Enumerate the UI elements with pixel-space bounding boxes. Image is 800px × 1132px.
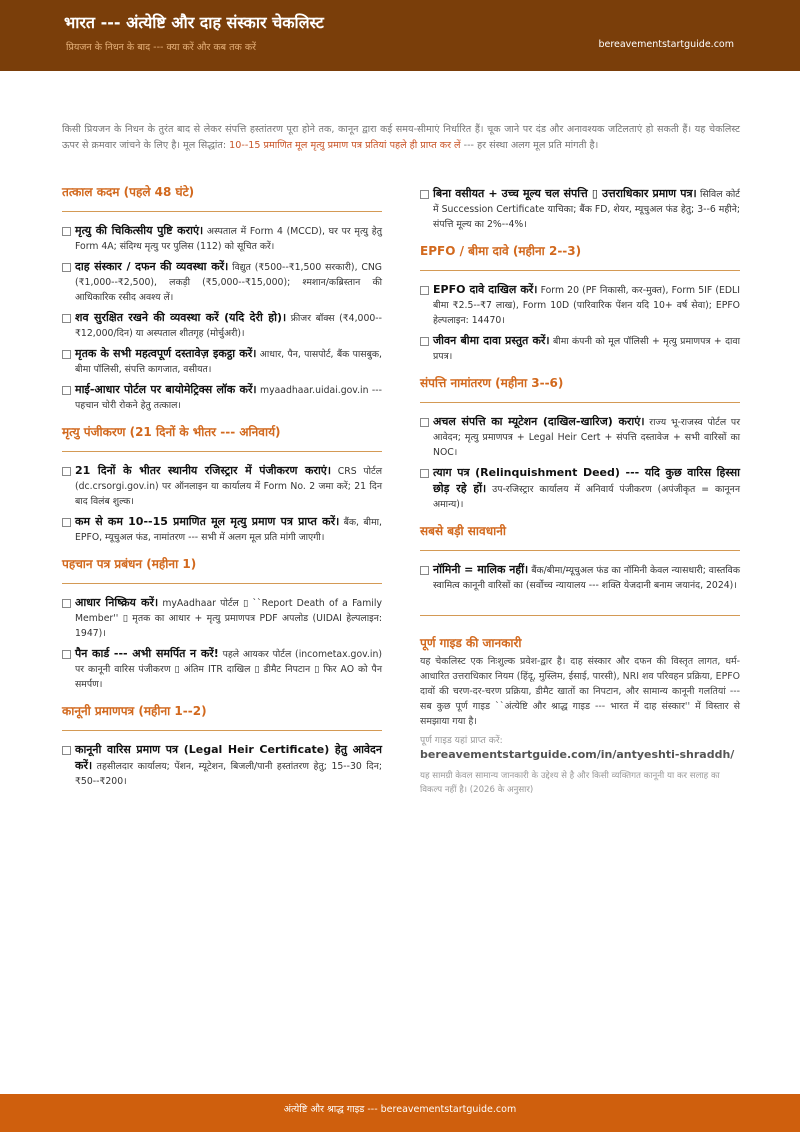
item-detail: राज्य भू-राजस्व पोर्टल पर आवेदन; मृत्यु प्रमाणपत्र + Legal Heir Cert + संपत्ति दस्तावेज + सभी वारिसों का NOC। <box>433 417 740 458</box>
checkbox-icon[interactable] <box>62 263 71 272</box>
page-footer <box>0 1094 800 1132</box>
section-title: तत्काल कदम (पहले 48 घंटे) <box>62 183 382 212</box>
checklist-item <box>62 742 382 789</box>
item-title: पैन कार्ड --- अभी समर्पित न करें! <box>75 647 219 660</box>
left-column <box>62 183 382 799</box>
checkbox-icon[interactable] <box>62 314 71 323</box>
checklist-item <box>420 333 740 364</box>
guide-title: पूर्ण गाइड की जानकारी <box>420 636 522 650</box>
guide-pre-link: पूर्ण गाइड यहां प्राप्त करें: <box>420 735 503 746</box>
section-title: कानूनी प्रमाणपत्र (महीना 1--2) <box>62 702 382 731</box>
checkbox-icon[interactable] <box>62 599 71 608</box>
checklist-item <box>62 382 382 413</box>
item-detail: बैंक/बीमा/म्यूचुअल फंड का नॉमिनी केवल न्यासधारी; वास्तविक स्वामित्व कानूनी वारिसों का (सर्वोच्च न्यायालय --- शक्ति येजदानी बनाम जयानंद, 2024)। <box>433 565 740 591</box>
checklist-section <box>420 186 740 232</box>
page-subtitle: प्रियजन के निधन के बाद --- क्या करें और कब तक करें <box>66 42 257 53</box>
checkbox-icon[interactable] <box>62 227 71 236</box>
guide-link[interactable]: bereavementstartguide.com/in/antyeshti-shraddh/ <box>420 748 735 761</box>
checklist-item <box>62 463 382 509</box>
item-title: 21 दिनों के भीतर स्थानीय रजिस्ट्रार में पंजीकरण कराएं। <box>75 464 332 477</box>
checklist-section <box>420 522 740 593</box>
item-detail: CRS पोर्टल (dc.crsorgi.gov.in) पर ऑनलाइन या कार्यालय में Form No. 2 जमा करें; 21 दिन बाद विलंब शुल्क। <box>75 466 382 507</box>
item-detail: सिविल कोर्ट में Succession Certificate याचिका; बैंक FD, शेयर, म्यूचुअल फंड हेतु; 3--6 महीने; संपत्ति मूल्य का 2%--4%। <box>433 189 740 230</box>
item-title: माई-आधार पोर्टल पर बायोमेट्रिक्स लॉक करें। <box>75 383 257 396</box>
checkbox-icon[interactable] <box>62 350 71 359</box>
checklist-item <box>62 346 382 377</box>
checklist-item <box>62 514 382 545</box>
checkbox-icon[interactable] <box>62 467 71 476</box>
section-divider <box>420 615 740 616</box>
item-title: आधार निष्क्रिय करें। <box>75 596 159 609</box>
section-title: सबसे बड़ी सावधानी <box>420 522 740 551</box>
checklist-item <box>62 646 382 692</box>
checkbox-icon[interactable] <box>420 337 429 346</box>
checkbox-icon[interactable] <box>420 286 429 295</box>
checkbox-icon[interactable] <box>62 650 71 659</box>
checklist-section <box>62 555 382 692</box>
item-title: कम से कम 10--15 प्रमाणित मूल मृत्यु प्रमाण पत्र प्राप्त करें। <box>75 515 340 528</box>
page-header <box>0 0 800 71</box>
checklist-item <box>420 282 740 328</box>
footer-text: अंत्येष्टि और श्राद्ध गाइड --- bereavementstartguide.com <box>283 1104 517 1115</box>
intro-suffix: --- हर संस्था अलग मूल प्रति मांगती है। <box>460 140 599 151</box>
item-title: मृतक के सभी महत्वपूर्ण दस्तावेज़ इकट्ठा करें। <box>75 347 257 360</box>
checklist-section <box>62 183 382 413</box>
checkbox-icon[interactable] <box>420 418 429 427</box>
item-detail: विद्युत (₹500--₹1,500 सरकारी), CNG (₹1,000--₹2,500), लकड़ी (₹5,000--₹15,000); श्मशान/कब्रिस्तान की आधिकारिक रसीद अवश्य लें। <box>75 262 382 303</box>
item-detail: आधार, पैन, पासपोर्ट, बैंक पासबुक, बीमा पॉलिसी, संपत्ति कागजात, वसीयत। <box>75 349 382 375</box>
item-detail: पहले आयकर पोर्टल (incometax.gov.in) पर कानूनी वारिस पंजीकरण ▯ अंतिम ITR दाखिल ▯ डीमैट निपटान ▯ फिर AO को पैन समर्पण। <box>75 649 382 690</box>
section-title: EPFO / बीमा दावे (महीना 2--3) <box>420 242 740 271</box>
section-title: पहचान पत्र प्रबंधन (महीना 1) <box>62 555 382 584</box>
checklist-item <box>62 223 382 254</box>
checklist-section <box>62 423 382 545</box>
guide-info <box>420 634 740 797</box>
intro-highlight: 10--15 प्रमाणित मूल मृत्यु प्रमाण पत्र प्रतियां पहले ही प्राप्त कर लें <box>229 140 461 151</box>
checkbox-icon[interactable] <box>62 746 71 755</box>
checkbox-icon[interactable] <box>420 190 429 199</box>
item-title: दाह संस्कार / दफन की व्यवस्था करें। <box>75 260 229 273</box>
item-title: शव सुरक्षित रखने की व्यवस्था करें (यदि देरी हो)। <box>75 311 287 324</box>
checkbox-icon[interactable] <box>420 469 429 478</box>
item-detail: myaadhaar.uidai.gov.in --- पहचान चोरी रोकने हेतु तत्काल। <box>75 385 382 411</box>
checklist-item <box>420 186 740 232</box>
item-detail: बीमा कंपनी को मूल पॉलिसी + मृत्यु प्रमाणपत्र + दावा प्रपत्र। <box>433 336 740 362</box>
item-title: EPFO दावे दाखिल करें। <box>433 283 538 296</box>
item-title: बिना वसीयत + उच्च मूल्य चल संपत्ति ▯ उत्तराधिकार प्रमाण पत्र। <box>433 187 697 200</box>
page-title: भारत --- अंत्येष्टि और दाह संस्कार चेकलिस्ट <box>64 13 324 32</box>
checklist-section <box>420 374 740 512</box>
item-title: मृत्यु की चिकित्सीय पुष्टि कराएं। <box>75 224 204 237</box>
item-detail: myAadhaar पोर्टल ▯ ``Report Death of a Family Member'' ▯ मृतक का आधार + मृत्यु प्रमाणपत्र PDF अपलोड (UIDAI हेल्पलाइन: 1947)। <box>75 598 382 639</box>
checklist-item <box>420 414 740 460</box>
item-detail: Form 20 (PF निकासी, कर-मुक्त), Form 5IF (EDLI बीमा ₹2.5--₹7 लाख), Form 10D (पारिवारिक पेंशन यदि 10+ वर्ष सेवा); EPFO हेल्पलाइन: 14470। <box>433 285 740 326</box>
item-title: अचल संपत्ति का म्यूटेशन (दाखिल-खारिज) कराएं। <box>433 415 645 428</box>
checkbox-icon[interactable] <box>62 386 71 395</box>
checklist-item <box>62 310 382 341</box>
item-detail: फ्रीजर बॉक्स (₹4,000--₹12,000/दिन) या अस्पताल शीतगृह (मोर्चुअरी)। <box>75 313 382 339</box>
item-title: त्याग पत्र (Relinquishment Deed) --- यदि कुछ वारिस हिस्सा छोड़ रहे हों। <box>433 466 740 495</box>
checkbox-icon[interactable] <box>62 518 71 527</box>
checklist-item <box>420 562 740 593</box>
intro-text: किसी प्रियजन के निधन के तुरंत बाद से लेकर संपत्ति हस्तांतरण पूरा होने तक, कानून द्वारा कई समय-सीमाएं निर्धारित हैं। चूक जाने पर दंड और अनावश्यक जटिलताएं हो सकती हैं। यह चेकलिस्ट ऊपर से क्रमवार जांचने के लिए है। मूल सिद्धांत: <box>62 124 740 151</box>
guide-text: यह चेकलिस्ट एक निःशुल्क प्रवेश-द्वार है। दाह संस्कार और दफन की विस्तृत लागत, धर्म-आधारित उत्तराधिकार नियम (हिंदू, मुस्लिम, ईसाई, पारसी), NRI शव परिवहन प्रक्रिया, EPFO दावों की चरण-दर-चरण प्रक्रिया, डीमैट खातों का निपटान, और सामान्य कानूनी गलतियां --- सब कुछ पूर्ण गाइड ``अंत्येष्टि और श्राद्ध गाइड --- भारत में दाह संस्कार'' में विस्तार से समझाया गया है। <box>420 656 740 727</box>
checklist-item <box>420 465 740 512</box>
checklist-item <box>62 595 382 641</box>
intro-paragraph <box>62 122 740 154</box>
section-title: संपत्ति नामांतरण (महीना 3--6) <box>420 374 740 403</box>
item-detail: उप-रजिस्ट्रार कार्यालय में अनिवार्य पंजीकरण (अपंजीकृत = कानूनन अमान्य)। <box>433 484 740 510</box>
item-detail: बैंक, बीमा, EPFO, म्यूचुअल फंड, नामांतरण --- सभी में अलग मूल प्रति मांगी जाएगी। <box>75 517 383 543</box>
item-title: जीवन बीमा दावा प्रस्तुत करें। <box>433 334 550 347</box>
checkbox-icon[interactable] <box>420 566 429 575</box>
disclaimer: यह सामग्री केवल सामान्य जानकारी के उद्देश्य से है और किसी व्यक्तिगत कानूनी या कर सलाह का विकल्प नहीं है। (2026 के अनुसार) <box>420 771 720 795</box>
item-title: कानूनी वारिस प्रमाण पत्र (Legal Heir Certificate) हेतु आवेदन करें। <box>75 743 382 772</box>
checklist-section <box>420 242 740 364</box>
header-site-link[interactable]: bereavementstartguide.com <box>598 39 734 50</box>
right-column <box>420 186 740 797</box>
item-title: नॉमिनी = मालिक नहीं। <box>433 563 529 576</box>
checklist-item <box>62 259 382 305</box>
item-detail: अस्पताल में Form 4 (MCCD), घर पर मृत्यु हेतु Form 4A; संदिग्ध मृत्यु पर पुलिस (112) को सूचित करें। <box>75 226 382 252</box>
section-title: मृत्यु पंजीकरण (21 दिनों के भीतर --- अनिवार्य) <box>62 423 382 452</box>
item-detail: तहसीलदार कार्यालय; पेंशन, म्यूटेशन, बिजली/पानी हस्तांतरण हेतु; 15--30 दिन; ₹50--₹200। <box>75 761 382 787</box>
checklist-section <box>62 702 382 789</box>
